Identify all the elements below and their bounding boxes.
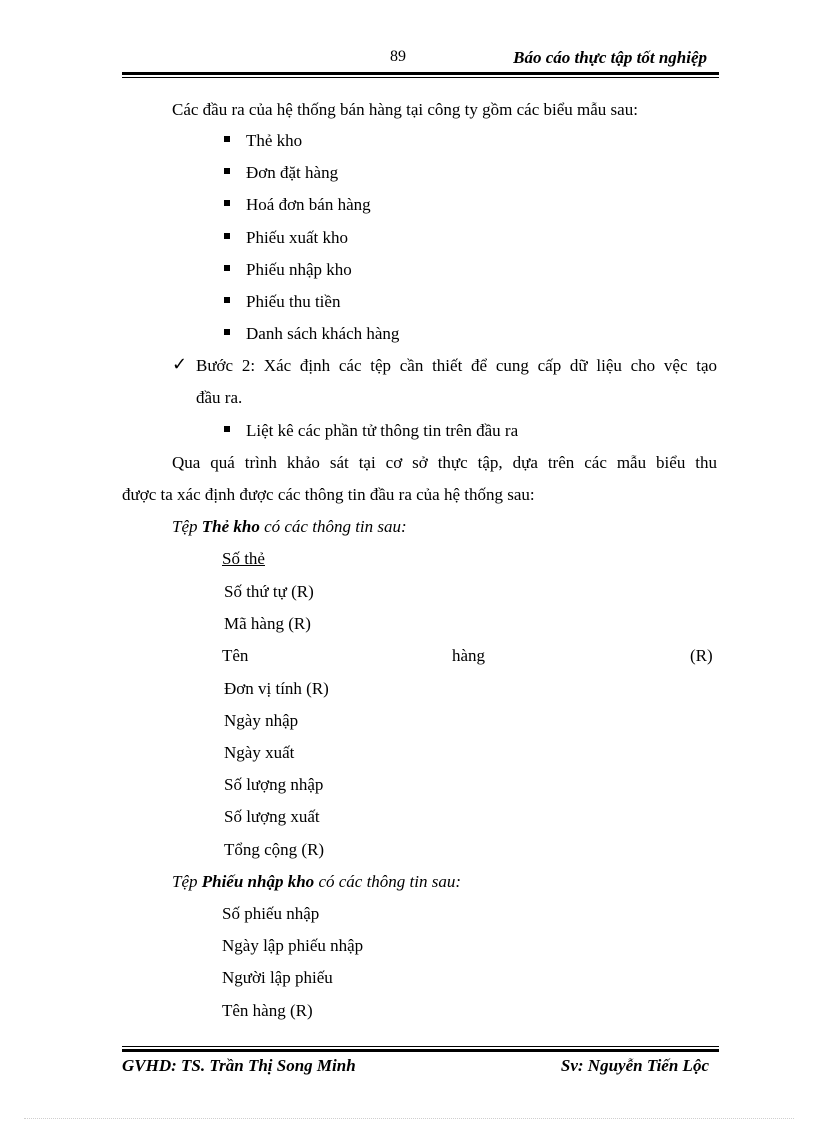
field-so-the-key: Số thẻ: [222, 549, 265, 568]
page-footer: [122, 1056, 719, 1080]
field-ten-hang-word-1: Tên: [222, 646, 249, 665]
bottom-dotted-border: [24, 1118, 794, 1119]
checkmark-icon: ✓: [172, 354, 188, 375]
file-heading-suffix: có các thông tin sau:: [259, 517, 407, 536]
field-ngay-nhap: Ngày nhập: [224, 711, 299, 730]
field-so-luong-nhap: Số lượng nhập: [224, 775, 324, 794]
footer-supervisor: GVHD: TS. Trần Thị Song Minh: [122, 1056, 356, 1075]
field-so-luong-xuat: Số lượng xuất: [224, 807, 320, 826]
output-item-phieu-thu-tien: Phiếu thu tiền: [246, 292, 341, 311]
file-the-kho-heading: [172, 517, 407, 537]
survey-paragraph-line-1: Qua quá trình khảo sát tại cơ sở thực tập, dựa trên các mẫu biểu thu: [172, 453, 717, 472]
field-ten-hang: Tên hàng (R): [222, 1001, 313, 1020]
field-ten-hang-word-3: (R): [690, 646, 713, 665]
square-bullet-icon: [224, 233, 230, 239]
square-bullet-icon: [224, 426, 230, 432]
file-heading-prefix: Tệp: [172, 872, 202, 891]
footer-rule-thin: [122, 1046, 719, 1047]
page-number: 89: [390, 48, 406, 65]
footer-student: Sv: Nguyễn Tiến Lộc: [560, 1056, 709, 1075]
square-bullet-icon: [224, 329, 230, 335]
field-ma-hang: Mã hàng (R): [224, 614, 311, 633]
output-item-phieu-xuat-kho: Phiếu xuất kho: [246, 228, 348, 247]
header-rule-thick: [122, 72, 719, 75]
field-ngay-lap-phieu-nhap: Ngày lập phiếu nhập: [222, 936, 364, 955]
file-name-phieu-nhap-kho: Phiếu nhập kho: [201, 872, 315, 891]
footer-rule-thick: [122, 1049, 719, 1052]
output-item-the-kho: Thẻ kho: [246, 131, 303, 150]
field-tong-cong: Tổng cộng (R): [224, 840, 325, 859]
field-don-vi-tinh: Đơn vị tính (R): [224, 679, 329, 698]
square-bullet-icon: [224, 168, 230, 174]
field-so-phieu-nhap: Số phiếu nhập: [222, 904, 320, 923]
header-rule-thin: [122, 77, 719, 78]
output-item-danh-sach-khach-hang: Danh sách khách hàng: [246, 324, 400, 343]
file-heading-suffix: có các thông tin sau:: [314, 872, 462, 891]
field-ngay-xuat: Ngày xuất: [224, 743, 295, 762]
step2-bullet-item: Liệt kê các phần tử thông tin trên đầu ra: [246, 421, 519, 440]
output-item-hoa-don-ban-hang: Hoá đơn bán hàng: [246, 195, 371, 214]
file-heading-prefix: Tệp: [172, 517, 202, 536]
file-name-the-kho: Thẻ kho: [201, 517, 260, 536]
field-nguoi-lap-phieu: Người lập phiếu: [222, 968, 333, 987]
file-phieu-nhap-kho-heading: [172, 872, 461, 892]
output-item-phieu-nhap-kho: Phiếu nhập kho: [246, 260, 352, 279]
square-bullet-icon: [224, 136, 230, 142]
square-bullet-icon: [224, 297, 230, 303]
field-so-thu-tu: Số thứ tự (R): [224, 582, 314, 601]
step2-line-1: Bước 2: Xác định các tệp cần thiết để cung cấp dữ liệu cho vệc tạo: [196, 356, 717, 375]
field-ten-hang-word-2: hàng: [452, 646, 486, 665]
output-item-don-dat-hang: Đơn đặt hàng: [246, 163, 339, 182]
page-header: [122, 48, 719, 74]
square-bullet-icon: [224, 265, 230, 271]
survey-paragraph-line-2: được ta xác định được các thông tin đầu ra của hệ thống sau:: [122, 485, 535, 504]
square-bullet-icon: [224, 200, 230, 206]
intro-paragraph: Các đầu ra của hệ thống bán hàng tại công ty gồm các biểu mẫu sau:: [172, 100, 638, 119]
step2-line-2: đầu ra.: [196, 388, 243, 407]
header-title: Báo cáo thực tập tốt nghiệp: [513, 48, 707, 67]
